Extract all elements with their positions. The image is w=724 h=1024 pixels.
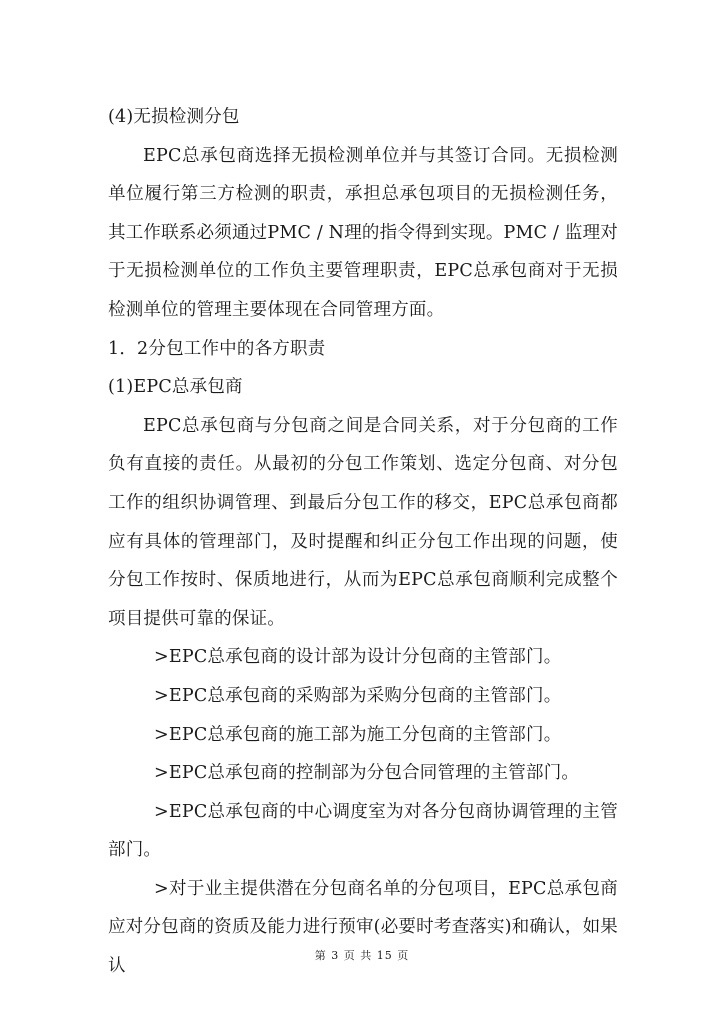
- section-heading-responsibilities: 1．2分包工作中的各方职责: [108, 338, 326, 359]
- list-item: >EPC总承包商的控制部为分包合同管理的主管部门。: [154, 763, 580, 784]
- list-item: >EPC总承包商的中心调度室为对各分包商协调管理的主管部门。: [108, 801, 618, 861]
- list-item: >对于业主提供潜在分包商名单的分包项目，EPC总承包商应对分包商的资质及能力进行预审(必要时考查落实)和确认，如果认: [108, 878, 618, 977]
- document-body: [108, 98, 618, 986]
- list-item: >EPC总承包商的设计部为设计分包商的主管部门。: [154, 647, 562, 668]
- paragraph-epc-contractor: EPC总承包商与分包商之间是合同关系，对于分包商的工作负有直接的责任。从最初的分包工作策划、选定分包商、对分包工作的组织协调管理、到最后分包工作的移交，EPC总承包商都应有具体的管理部门，及时提醒和纠正分包工作出现的问题，使分包工作按时、保质地进行，从而为EPC总承包商顺利完成整个项目提供可靠的保证。: [108, 415, 618, 629]
- section-heading-ndt-subcontract: (4)无损检测分包: [108, 107, 240, 127]
- paragraph-ndt-subcontract: EPC总承包商选择无损检测单位并与其签订合同。无损检测单位履行第三方检测的职责，承担总承包项目的无损检测任务，其工作联系必须通过PMC / N理的指令得到实现。PMC / 监理对于无损检测单位的工作负主要管理职责，EPC总承包商对于无损检测单位的管理主要体现在合同管理方面。: [108, 145, 618, 320]
- list-item: >EPC总承包商的采购部为采购分包商的主管部门。: [154, 685, 562, 706]
- page-number-footer: 第 3 页 共 15 页: [314, 949, 410, 962]
- list-item: >EPC总承包商的施工部为施工分包商的主管部门。: [154, 724, 562, 745]
- subsection-heading-epc-contractor: (1)EPC总承包商: [108, 377, 243, 398]
